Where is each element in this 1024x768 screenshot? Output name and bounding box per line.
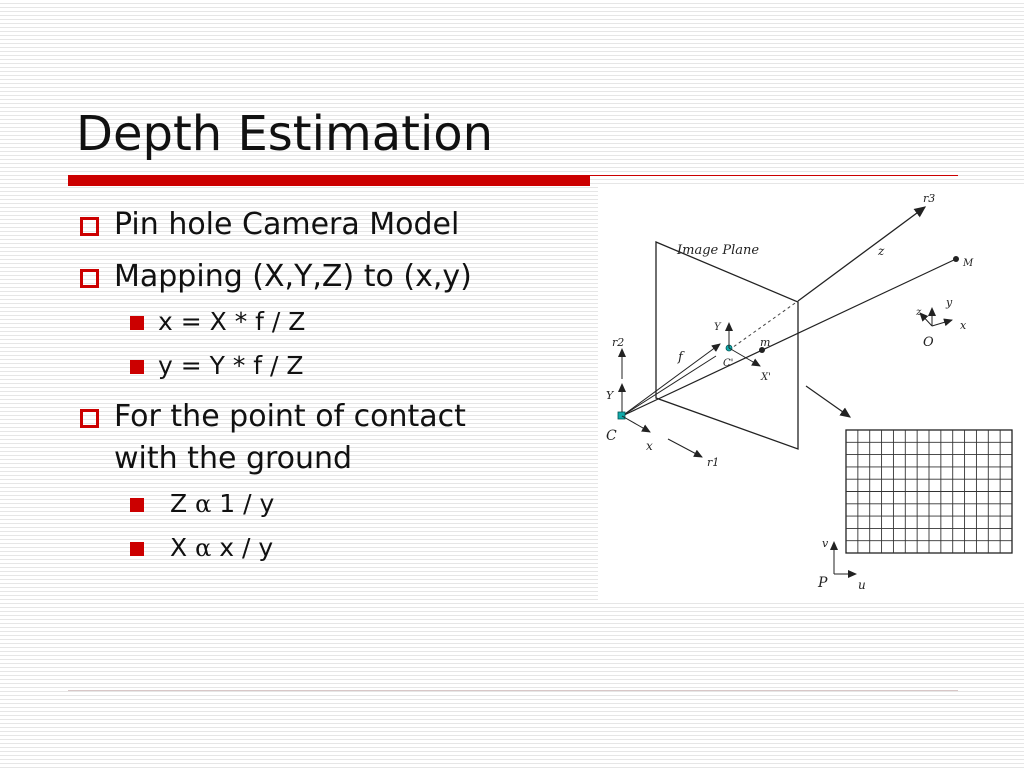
v-label: v: [822, 537, 829, 550]
x-cam-label: x: [646, 439, 653, 453]
focal-ray-2: [622, 356, 716, 416]
r2-label: r2: [612, 336, 625, 349]
sub-bullet-item: [76, 300, 576, 344]
diagram-svg: [598, 184, 1024, 600]
y-cam-label: Y: [606, 389, 614, 402]
bullet-item: [76, 256, 576, 298]
proportional-symbol: α: [195, 534, 212, 562]
title-underline-thin: [590, 175, 958, 176]
focal-ray-1: [622, 344, 720, 416]
pixel-grid: [846, 430, 1012, 553]
bullet-text: For the point of contact: [114, 399, 466, 434]
o-x-label: x: [960, 319, 967, 332]
formula-right: 1 / y: [219, 489, 275, 518]
title-underline-bar: [68, 175, 590, 186]
plane-y-label: Y: [714, 322, 721, 333]
filled-square-bullet-icon: [130, 542, 144, 556]
bullet-text-continued: with the ground: [114, 441, 353, 476]
r3-label: r3: [923, 192, 936, 205]
u-label: u: [858, 578, 866, 592]
m-small-label: m: [760, 336, 771, 349]
hollow-square-bullet-icon: [80, 217, 99, 236]
pinhole-camera-diagram: [598, 184, 1024, 600]
r1-axis: [668, 439, 702, 457]
bullet-text: Mapping (X,Y,Z) to (x,y): [114, 259, 472, 294]
image-plane-label: Image Plane: [677, 243, 760, 258]
camera-center: [618, 412, 625, 419]
digitization-arrow: [806, 386, 850, 417]
o-y-label: y: [946, 296, 953, 309]
formula-left: X: [170, 533, 188, 562]
bullet-item: [76, 204, 576, 246]
formula-right: x / y: [219, 533, 274, 562]
sub-bullet-item: [76, 526, 576, 570]
o-z-label: z: [916, 307, 922, 318]
projection-ray: [622, 259, 956, 416]
world-origin-frame: [920, 308, 952, 326]
bullet-item: [76, 396, 576, 480]
sub-bullet-item: [76, 482, 576, 526]
proportional-symbol: α: [195, 490, 212, 518]
camera-x-axis: [622, 416, 650, 432]
filled-square-bullet-icon: [130, 498, 144, 512]
plane-x-label: X': [761, 372, 771, 383]
formula-left: Z: [170, 489, 188, 518]
m-big-label: M: [963, 258, 974, 269]
p-label: P: [818, 575, 828, 591]
filled-square-bullet-icon: [130, 360, 144, 374]
world-point-m: [953, 256, 959, 262]
sub-bullet-text: x = X * f / Z: [158, 307, 306, 336]
sub-bullet-item: [76, 344, 576, 388]
filled-square-bullet-icon: [130, 316, 144, 330]
f-label: f: [678, 350, 683, 365]
o-label: O: [923, 335, 934, 350]
bullet-list: [76, 204, 576, 570]
sub-bullet-text: y = Y * f / Z: [158, 351, 304, 380]
hollow-square-bullet-icon: [80, 269, 99, 288]
optical-axis-r3: [798, 207, 925, 301]
c-prime-label: C': [723, 358, 734, 369]
r1-label: r1: [707, 456, 720, 469]
bullet-text: Pin hole Camera Model: [114, 207, 460, 242]
hollow-square-bullet-icon: [80, 409, 99, 428]
z-label: z: [878, 244, 885, 258]
slide-title: Depth Estimation: [76, 106, 494, 162]
c-label: C: [606, 428, 617, 444]
footer-divider: [68, 690, 958, 691]
